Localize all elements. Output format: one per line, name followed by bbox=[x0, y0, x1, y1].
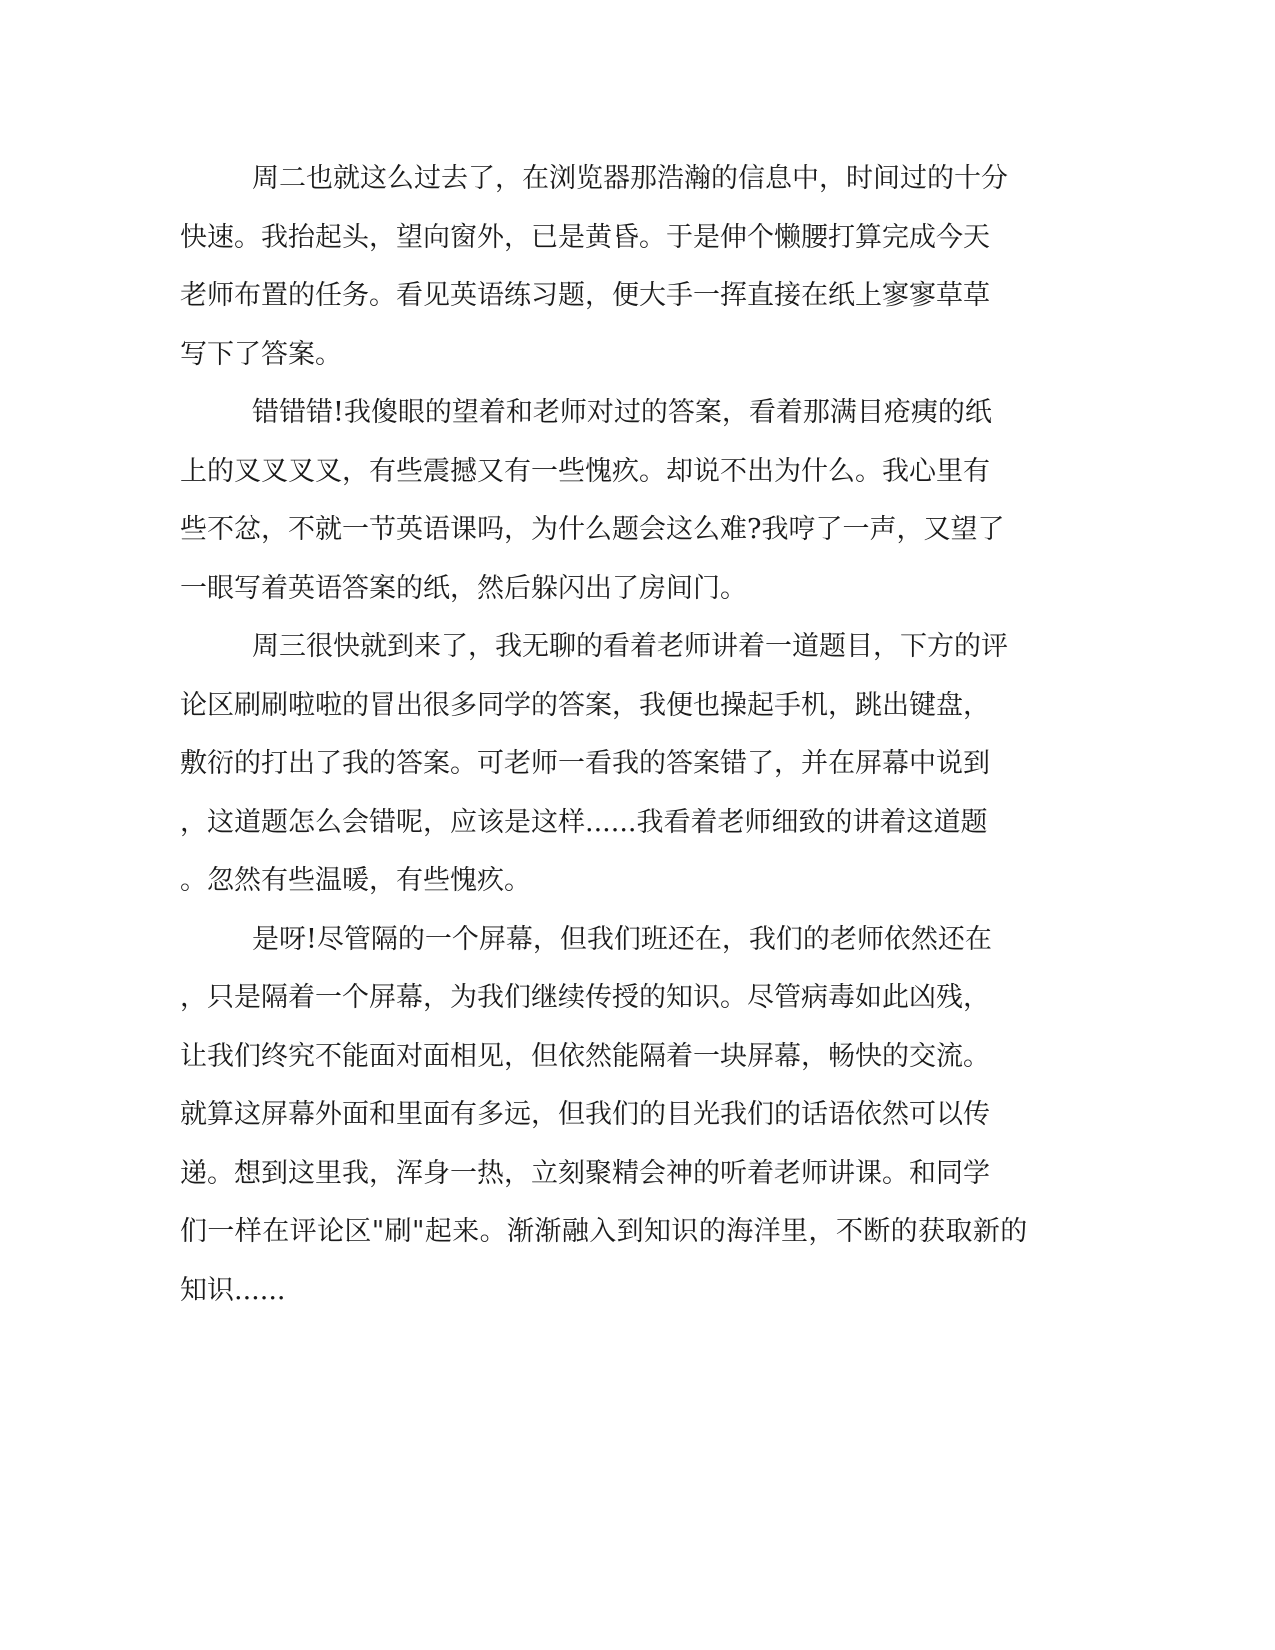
paragraph-2-line-1: 错错错!我傻眼的望着和老师对过的答案，看着那满目疮痍的纸 bbox=[252, 397, 992, 428]
paragraph-4-line-4: 就算这屏幕外面和里面有多远，但我们的目光我们的话语依然可以传 bbox=[180, 1099, 990, 1130]
paragraph-4-line-6: 们一样在评论区"刷"起来。渐渐融入到知识的海洋里，不断的获取新的 bbox=[180, 1216, 1028, 1247]
essay-body bbox=[180, 150, 1040, 1320]
paragraph-4-line-1: 是呀!尽管隔的一个屏幕，但我们班还在，我们的老师依然还在 bbox=[252, 923, 992, 955]
paragraph-1-line-1: 周二也就这么过去了，在浏览器那浩瀚的信息中，时间过的十分 bbox=[252, 163, 1008, 194]
paragraph-1-line-3: 老师布置的任务。看见英语练习题，便大手一挥直接在纸上寥寥草草 bbox=[180, 280, 990, 311]
paragraph-1-line-4: 写下了答案。 bbox=[180, 338, 342, 370]
paragraph-4-line-2: ，只是隔着一个屏幕，为我们继续传授的知识。尽管病毒如此凶残， bbox=[180, 982, 990, 1013]
paragraph-4-line-3: 让我们终究不能面对面相见，但依然能隔着一块屏幕，畅快的交流。 bbox=[180, 1040, 990, 1072]
paragraph-3-line-3: 敷衍的打出了我的答案。可老师一看我的答案错了，并在屏幕中说到 bbox=[180, 748, 990, 779]
paragraph-4-line-5: 递。想到这里我，浑身一热，立刻聚精会神的听着老师讲课。和同学 bbox=[180, 1157, 990, 1189]
paragraph-2-line-4: 一眼写着英语答案的纸，然后躲闪出了房间门。 bbox=[180, 572, 747, 604]
paragraph-3-line-1: 周三很快就到来了，我无聊的看着老师讲着一道题目，下方的评 bbox=[252, 631, 1008, 662]
paragraph-4-line-7: 知识...... bbox=[180, 1274, 286, 1306]
paragraph-1-line-2: 快速。我抬起头，望向窗外，已是黄昏。于是伸个懒腰打算完成今天 bbox=[180, 221, 990, 253]
paragraph-3-line-5: 。忽然有些温暖，有些愧疚。 bbox=[180, 865, 531, 896]
paragraph-3-line-4: ，这道题怎么会错呢，应该是这样......我看着老师细致的讲着这道题 bbox=[180, 806, 988, 838]
paragraph-2-line-3: 些不忿，不就一节英语课吗，为什么题会这么难?我哼了一声，又望了 bbox=[180, 514, 1005, 545]
paragraph-3-line-2: 论区刷刷啦啦的冒出很多同学的答案，我便也操起手机，跳出键盘， bbox=[180, 689, 990, 721]
paragraph-2-line-2: 上的叉叉叉叉，有些震撼又有一些愧疚。却说不出为什么。我心里有 bbox=[180, 455, 990, 487]
